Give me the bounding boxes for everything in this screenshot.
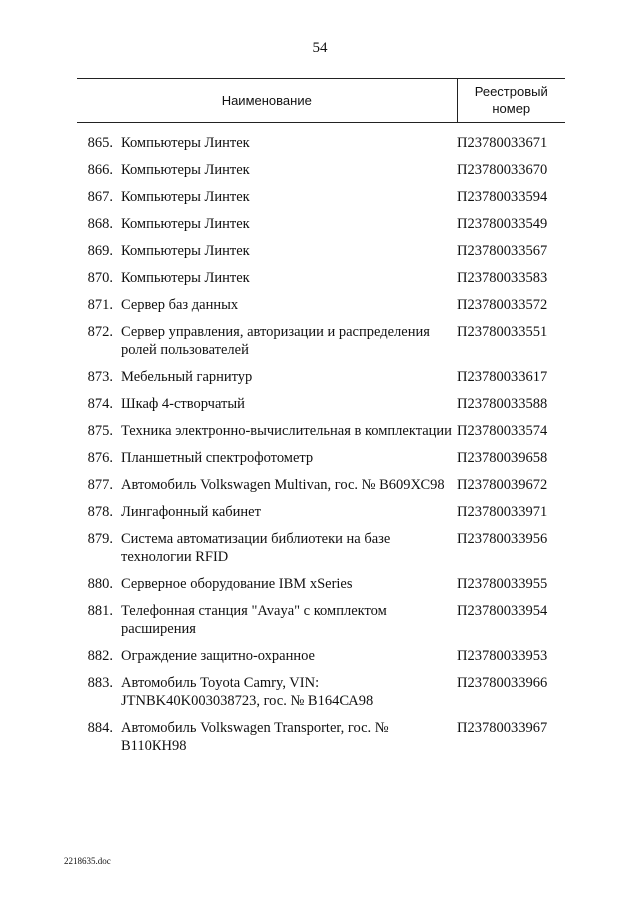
row-name: Сервер баз данных [121, 297, 239, 313]
row-number [77, 674, 121, 719]
row-number [77, 188, 121, 215]
row-number-text: 879. [87, 531, 113, 547]
table-row [77, 161, 565, 188]
row-name: Компьютеры Линтек [121, 135, 250, 151]
table-body [77, 123, 565, 765]
row-number [77, 323, 121, 368]
row-registry-code: П23780033617 [457, 369, 548, 385]
registry-table [77, 78, 565, 764]
row-name: Компьютеры Линтек [121, 243, 250, 259]
row-number [77, 123, 121, 162]
row-name: Ограждение защитно-охранное [121, 648, 315, 664]
row-name: Планшетный спектрофотометр [121, 450, 314, 466]
row-number-text: 867. [87, 189, 113, 205]
table-row [77, 188, 565, 215]
table-row [77, 476, 565, 503]
table-row [77, 368, 565, 395]
row-number [77, 449, 121, 476]
row-number [77, 530, 121, 575]
table-row [77, 602, 565, 647]
row-number-text: 873. [87, 369, 113, 385]
row-name: Компьютеры Линтек [121, 270, 250, 286]
row-registry-code: П23780033967 [457, 720, 548, 736]
table-row [77, 422, 565, 449]
row-registry-code: П23780033956 [457, 531, 548, 547]
row-name: Телефонная станция "Avaya" с комплектом расширения [121, 603, 387, 637]
row-name: Шкаф 4-створчатый [121, 396, 245, 412]
row-number [77, 575, 121, 602]
table-row [77, 123, 565, 162]
row-name: Мебельный гарнитур [121, 369, 253, 385]
row-name: Компьютеры Линтек [121, 216, 250, 232]
row-number [77, 161, 121, 188]
table-row [77, 449, 565, 476]
row-registry-code: П23780033955 [457, 576, 548, 592]
table-row [77, 269, 565, 296]
row-number-text: 881. [87, 603, 113, 619]
row-registry-code: П23780039658 [457, 450, 548, 466]
row-number [77, 242, 121, 269]
row-registry-code: П23780033971 [457, 504, 548, 520]
row-number [77, 476, 121, 503]
row-registry-code: П23780033966 [457, 675, 548, 691]
row-registry-code: П23780033953 [457, 648, 548, 664]
row-number [77, 215, 121, 242]
table-row [77, 323, 565, 368]
row-registry-code: П23780033671 [457, 135, 548, 151]
header-registry: Реестровый номер [457, 79, 565, 123]
row-number [77, 503, 121, 530]
table-row [77, 215, 565, 242]
table-row [77, 503, 565, 530]
row-name: Компьютеры Линтек [121, 162, 250, 178]
row-name: Автомобиль Volkswagen Transporter, гос. № В110КН98 [121, 720, 389, 754]
row-number-text: 865. [87, 135, 113, 151]
footer-doc-filename: 2218635.doc [64, 856, 111, 866]
row-number [77, 422, 121, 449]
row-number-text: 883. [87, 675, 113, 691]
row-name: Компьютеры Линтек [121, 189, 250, 205]
header-name: Наименование [77, 79, 457, 123]
row-name: Лингафонный кабинет [121, 504, 261, 520]
row-number-text: 872. [87, 324, 113, 340]
page-number: 54 [312, 40, 328, 56]
row-name: Сервер управления, авторизации и распределения ролей пользователей [121, 324, 430, 358]
row-registry-code: П23780033567 [457, 243, 548, 259]
row-number-text: 876. [87, 450, 113, 466]
table-row [77, 242, 565, 269]
row-number [77, 368, 121, 395]
row-number-text: 874. [87, 396, 113, 412]
row-registry-code: П23780033954 [457, 603, 548, 619]
row-registry-code: П23780033583 [457, 270, 548, 286]
row-registry-code: П23780033594 [457, 189, 548, 205]
row-number-text: 878. [87, 504, 113, 520]
row-registry-code: П23780033549 [457, 216, 548, 232]
row-number-text: 880. [87, 576, 113, 592]
table-row [77, 647, 565, 674]
row-registry-code: П23780033572 [457, 297, 548, 313]
row-number [77, 269, 121, 296]
row-name: Автомобиль Volkswagen Multivan, гос. № В609ХС98 [121, 477, 445, 493]
row-number-text: 884. [87, 720, 113, 736]
row-number [77, 647, 121, 674]
row-number [77, 395, 121, 422]
row-number-text: 866. [87, 162, 113, 178]
row-name: Система автоматизации библиотеки на базе технологии RFID [121, 531, 391, 565]
row-name: Серверное оборудование IBM xSeries [121, 576, 353, 592]
row-registry-code: П23780033588 [457, 396, 548, 412]
row-registry-code: П23780039672 [457, 477, 548, 493]
row-number-text: 877. [87, 477, 113, 493]
table-row [77, 530, 565, 575]
row-number-text: 871. [87, 297, 113, 313]
row-number-text: 875. [87, 423, 113, 439]
row-number-text: 870. [87, 270, 113, 286]
table-row [77, 575, 565, 602]
row-number [77, 719, 121, 764]
table-row [77, 674, 565, 719]
row-number-text: 868. [87, 216, 113, 232]
table-row [77, 395, 565, 422]
row-number-text: 882. [87, 648, 113, 664]
row-registry-code: П23780033670 [457, 162, 548, 178]
row-number-text: 869. [87, 243, 113, 259]
row-number [77, 296, 121, 323]
table-row [77, 296, 565, 323]
row-registry-code: П23780033551 [457, 324, 548, 340]
table-header-row [77, 79, 565, 123]
row-name: Автомобиль Toyota Camry, VIN: JTNBK40K003038723, гос. № В164СА98 [121, 675, 374, 709]
row-name: Техника электронно-вычислительная в комплектации [121, 423, 452, 439]
row-registry-code: П23780033574 [457, 423, 548, 439]
table-row [77, 719, 565, 764]
row-number [77, 602, 121, 647]
